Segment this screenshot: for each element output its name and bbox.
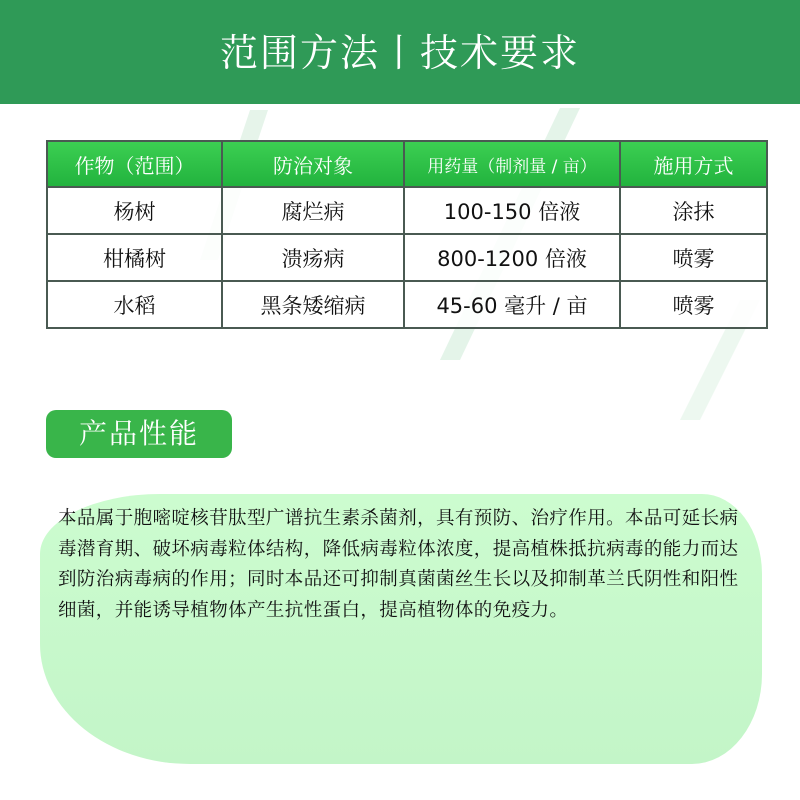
cell-target: 腐烂病: [222, 187, 404, 234]
table-row: [47, 187, 767, 234]
column-header-method: 施用方式: [620, 141, 767, 187]
cell-target: 黑条矮缩病: [222, 281, 404, 328]
column-header-crop: 作物（范围）: [47, 141, 222, 187]
section-title-pill: 产品性能: [46, 410, 232, 458]
column-header-dosage: 用药量（制剂量 / 亩）: [404, 141, 620, 187]
page-title: 范围方法丨技术要求: [219, 31, 580, 75]
spec-table: [46, 140, 768, 329]
cell-crop: 水稻: [47, 281, 222, 328]
cell-dosage: 45-60 毫升 / 亩: [404, 281, 620, 328]
cell-dosage: 100-150 倍液: [404, 187, 620, 234]
cell-method: 喷雾: [620, 281, 767, 328]
column-header-target: 防治对象: [222, 141, 404, 187]
description-text: 本品属于胞嘧啶核苷肽型广谱抗生素杀菌剂，具有预防、治疗作用。本品可延长病毒潜育期、破坏病毒粒体结构，降低病毒粒体浓度，提高植株抵抗病毒的能力而达到防治病毒病的作用；同时本品还可抑制真菌菌丝生长以及抑制革兰氏阴性和阳性细菌，并能诱导植物体产生抗性蛋白，提高植物体的免疫力。: [58, 508, 739, 621]
cell-crop: 杨树: [47, 187, 222, 234]
cell-method: 涂抹: [620, 187, 767, 234]
table-row: [47, 281, 767, 328]
table-row: [47, 234, 767, 281]
cell-crop: 柑橘树: [47, 234, 222, 281]
cell-method: 喷雾: [620, 234, 767, 281]
cell-dosage: 800-1200 倍液: [404, 234, 620, 281]
table-header-row: [47, 141, 767, 187]
cell-target: 溃疡病: [222, 234, 404, 281]
